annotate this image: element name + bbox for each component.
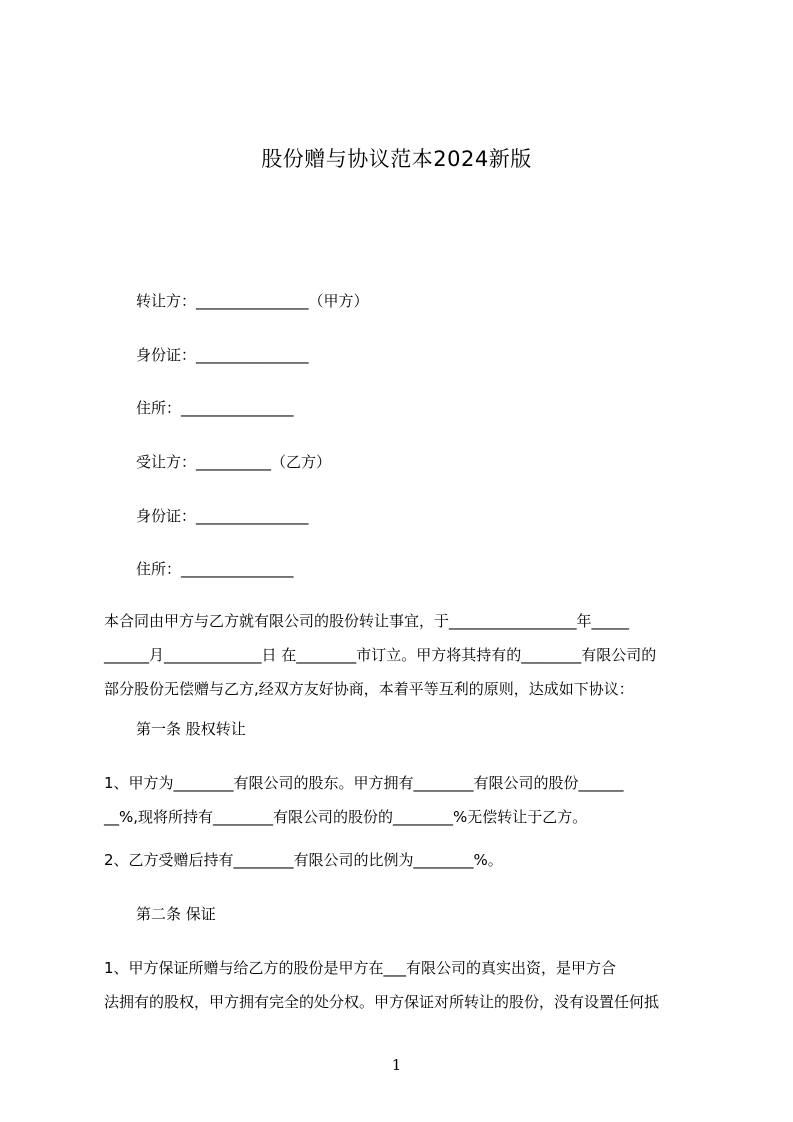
clause-line: __%,现将所持有________有限公司的股份的________%无偿转让于乙方。 xyxy=(104,808,588,826)
clause-line: 1、甲方保证所赠与给乙方的股份是甲方在___有限公司的真实出资，是甲方合 xyxy=(104,959,617,977)
transferee-address-line: 住所：_______________ xyxy=(136,560,294,578)
transferee-id-line: 身份证：_______________ xyxy=(136,507,309,525)
document-title: 股份赠与协议范本2024新版 xyxy=(261,147,532,171)
article-2-heading: 第二条 保证 xyxy=(136,905,216,923)
preamble-line: ______月_____________日 在________市订立。甲方将其持有的________有限公司的 xyxy=(104,646,657,664)
preamble-paragraph xyxy=(104,611,700,713)
page-number: 1 xyxy=(391,1056,402,1074)
article-2-clause-1 xyxy=(104,958,700,1026)
clause-line: 1、甲方为________有限公司的股东。甲方拥有________有限公司的股份______ xyxy=(104,774,624,792)
article-1-heading: 第一条 股权转让 xyxy=(136,720,246,738)
transferor-line: 转让方：_______________（甲方） xyxy=(136,292,369,310)
transferor-address-line: 住所：_______________ xyxy=(136,399,294,417)
preamble-line: 部分股份无偿赠与乙方,经双方友好协商，本着平等互利的原则，达成如下协议： xyxy=(104,680,634,698)
preamble-line: 本合同由甲方与乙方就有限公司的股份转让事宜，于_________________年_____ xyxy=(104,612,630,630)
transferor-id-line: 身份证：_______________ xyxy=(136,346,309,364)
article-1-clause-2 xyxy=(104,850,700,884)
article-1-clause-1 xyxy=(104,773,700,841)
transferee-line: 受让方：__________（乙方） xyxy=(136,453,332,471)
clause-line: 2、乙方受赠后持有________有限公司的比例为________%。 xyxy=(104,851,503,869)
clause-line: 法拥有的股权，甲方拥有完全的处分权。甲方保证对所转让的股份，没有设置任何抵 xyxy=(104,993,660,1011)
